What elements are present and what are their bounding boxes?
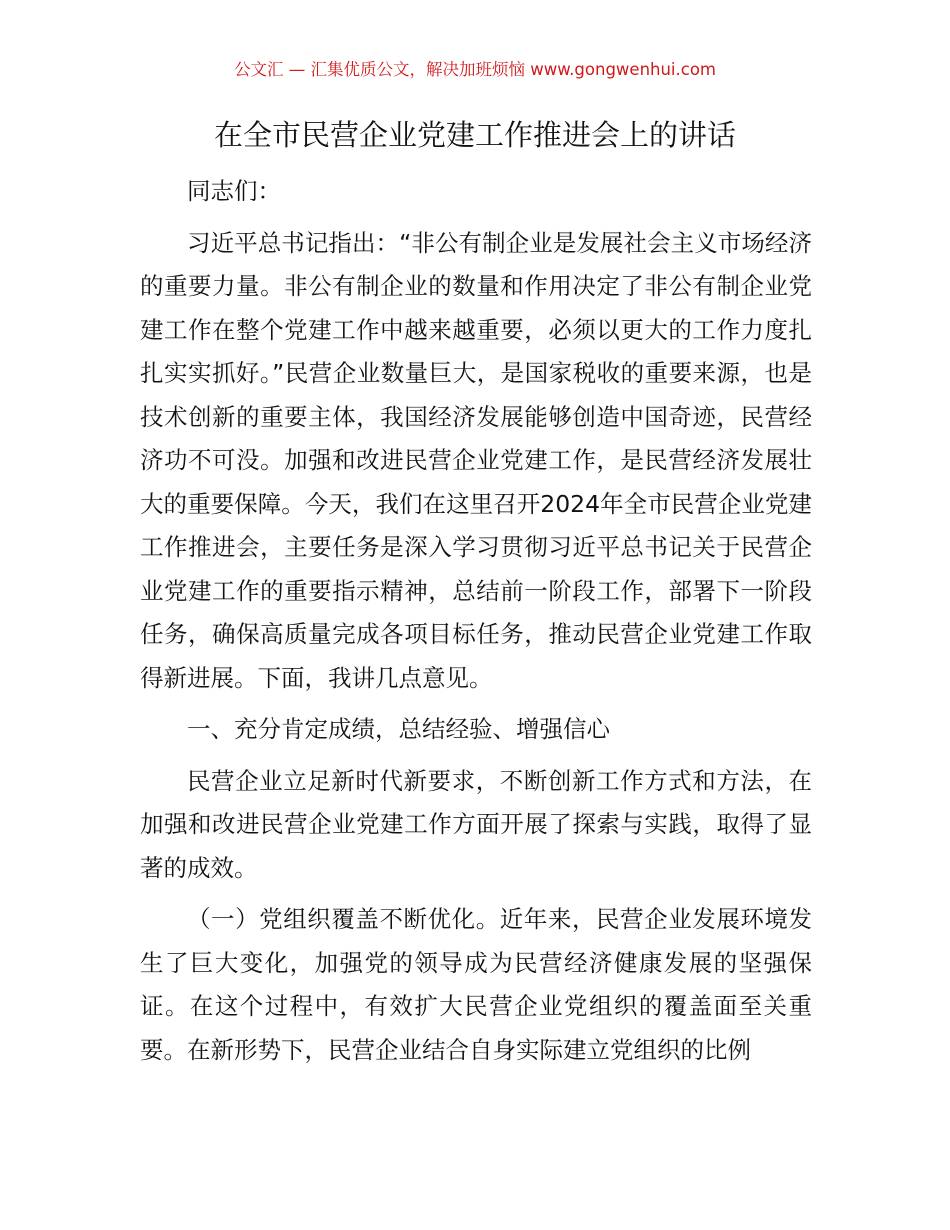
intro-paragraph: 习近平总书记指出：“非公有制企业是发展社会主义市场经济的重要力量。非公有制企业的数量和作用决定了非公有制企业党建工作在整个党建工作中越来越重要，必须以更大的工作力度扎扎实实抓好。”民营企业数量巨大，是国家税收的重要来源，也是技术创新的重要主体，我国经济发展能够创造中国奇迹，民营经济功不可没。加强和改进民营企业党建工作，是民营经济发展壮大的重要保障。今天，我们在这里召开2024年全市民营企业党建工作推进会，主要任务是深入学习贯彻习近平总书记关于民营企业党建工作的重要指示精神，总结前一阶段工作，部署下一阶段任务，确保高质量完成各项目标任务，推动民营企业党建工作取得新进展。下面，我讲几点意见。 xyxy=(140,228,812,692)
document-title: 在全市民营企业党建工作推进会上的讲话 xyxy=(213,118,736,152)
document-body xyxy=(140,170,812,1072)
section-heading: 一、充分肯定成绩，总结经验、增强信心 xyxy=(187,715,610,743)
body-paragraph: （一）党组织覆盖不断优化。近年来，民营企业发展环境发生了巨大变化，加强党的领导成为民营经济健康发展的坚强保证。在这个过程中，有效扩大民营企业党组织的覆盖面至关重要。在新形势下，民营企业结合自身实际建立党组织的比例 xyxy=(140,905,812,1064)
header-banner: 公文汇 — 汇集优质公文，解决加班烦恼 www.gongwenhui.com xyxy=(233,60,717,79)
salutation-paragraph: 同志们： xyxy=(187,177,281,205)
body-paragraph: 民营企业立足新时代新要求，不断创新工作方式和方法，在加强和改进民营企业党建工作方面开展了探索与实践，取得了显著的成效。 xyxy=(140,766,812,882)
